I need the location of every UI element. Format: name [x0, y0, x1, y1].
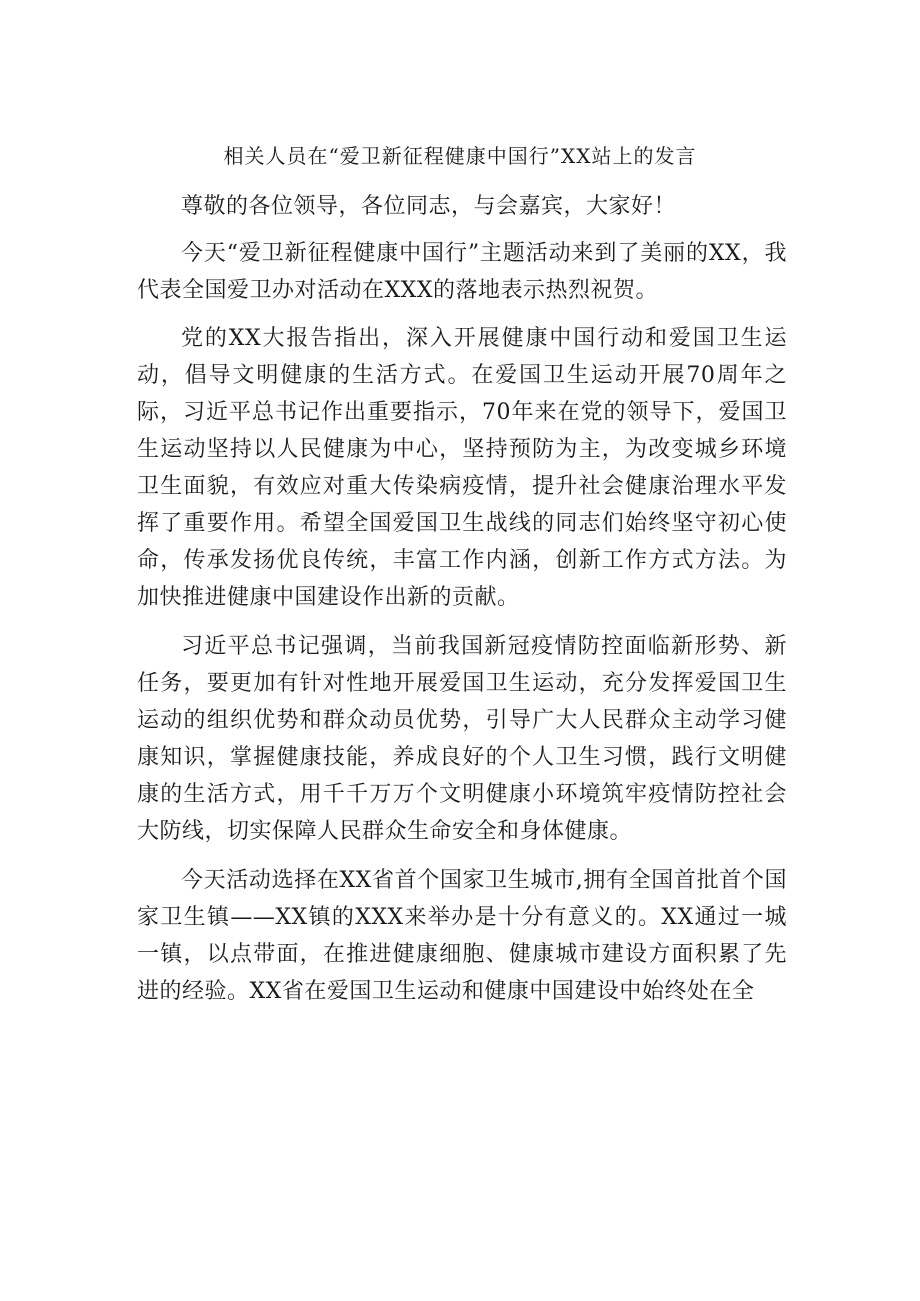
- paragraph-opening: 今天“爱卫新征程健康中国行”主题活动来到了美丽的XX，我代表全国爱卫办对活动在XXX的落地表示热烈祝贺。: [137, 241, 787, 303]
- document-body: [137, 188, 787, 1010]
- paragraph-report: 党的XX大报告指出，深入开展健康中国行动和爱国卫生运动，倡导文明健康的生活方式。在爱国卫生运动开展70周年之际，习近平总书记作出重要指示，70年来在党的领导下，爱国卫生运动坚持以人民健康为中心，坚持预防为主，为改变城乡环境卫生面貌，有效应对重大传染病疫情，提升社会健康治理水平发挥了重要作用。希望全国爱国卫生战线的同志们始终坚守初心使命，传承发扬优良传统，丰富工作内涵，创新工作方式方法。为加快推进健康中国建设作出新的贡献。: [137, 326, 787, 610]
- paragraph-greeting: 尊敬的各位领导，各位同志，与会嘉宾，大家好！: [181, 194, 677, 219]
- paragraph-activity: 今天活动选择在XX省首个国家卫生城市,拥有全国首批首个国家卫生镇——XX镇的XXX来举办是十分有意义的。XX通过一城一镇，以点带面，在推进健康细胞、健康城市建设方面积累了先进的经验。XX省在爱国卫生运动和健康中国建设中始终处在全: [137, 868, 787, 1004]
- document-title: 相关人员在“爱卫新征程健康中国行”XX站上的发言: [223, 144, 697, 168]
- paragraph-emphasis: 习近平总书记强调，当前我国新冠疫情防控面临新形势、新任务，要更加有针对性地开展爱国卫生运动，充分发挥爱国卫生运动的组织优势和群众动员优势，引导广大人民群众主动学习健康知识，掌握健康技能，养成良好的个人卫生习惯，践行文明健康的生活方式，用千千万万个文明健康小环境筑牢疫情防控社会大防线，切实保障人民群众生命安全和身体健康。: [137, 634, 787, 844]
